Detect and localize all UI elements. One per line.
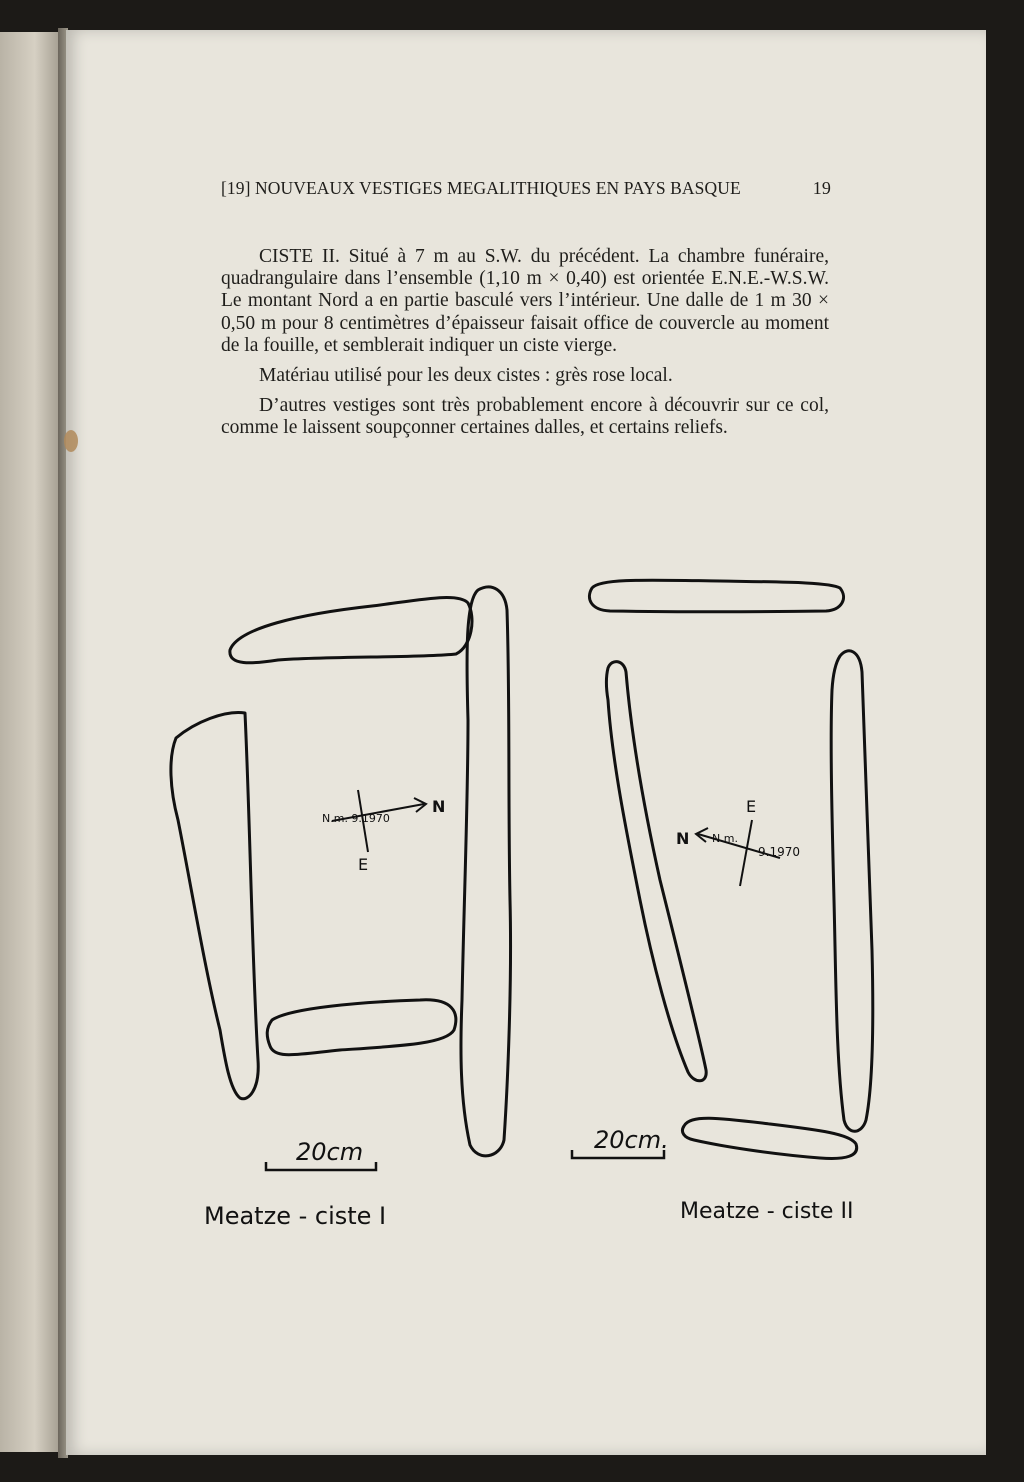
cist1-compass-note: N.m. 9.1970 — [322, 812, 390, 825]
cist2-east-label: E — [746, 797, 757, 816]
cist1-slab-right — [461, 587, 511, 1156]
cist2-caption: Meatze - ciste II — [680, 1199, 854, 1224]
paragraph-autres-vestiges: D’autres vestiges sont très probablement encore à découvrir sur ce col, comme le laissent soupçonner certaines dalles, et certains reliefs. — [221, 395, 829, 439]
cist2-slab-left — [607, 662, 707, 1081]
cist1-north-label: N — [432, 797, 446, 816]
cist2-compass-note-a: N.m. — [712, 832, 738, 845]
page-number: 19 — [812, 178, 831, 198]
cist2-slab-top — [589, 580, 843, 612]
cist2-slab-right — [831, 651, 873, 1131]
cist1-scale-label: 20cm — [296, 1138, 364, 1166]
cist2-slab-bottom — [682, 1118, 856, 1158]
cist2-scale-label: 20cm. — [594, 1126, 669, 1154]
cist1-slab-bottom — [267, 1000, 456, 1055]
cist1-caption: Meatze - ciste I — [204, 1202, 387, 1230]
cist1-east-label: E — [358, 855, 369, 874]
cist2-east-line — [740, 820, 752, 886]
cist2-north-label: N — [676, 829, 690, 848]
paragraph-ciste-ii: CISTE II. Situé à 7 m au S.W. du précédent. La chambre funéraire, quadrangulaire dans l’ensemble (1,10 m × 0,40) est orientée E.N.E.-W.S.W. Le montant Nord a en partie basculé vers l’intérieur. Une dalle de 1 m 30 × 0,50 m pour 8 centimètres d’épaisseur faisait office de couvercle au moment de la fouille, et semblerait indiquer un ciste vierge. — [221, 246, 829, 356]
running-title: [19] NOUVEAUX VESTIGES MEGALITHIQUES EN PAYS BASQUE — [221, 178, 741, 198]
cist2-compass-note-b: 9.1970 — [758, 845, 800, 859]
paragraph-materiau: Matériau utilisé pour les deux cistes : grès rose local. — [259, 365, 673, 387]
cist1-slab-left — [171, 713, 258, 1099]
cist1-slab-top — [230, 598, 472, 663]
